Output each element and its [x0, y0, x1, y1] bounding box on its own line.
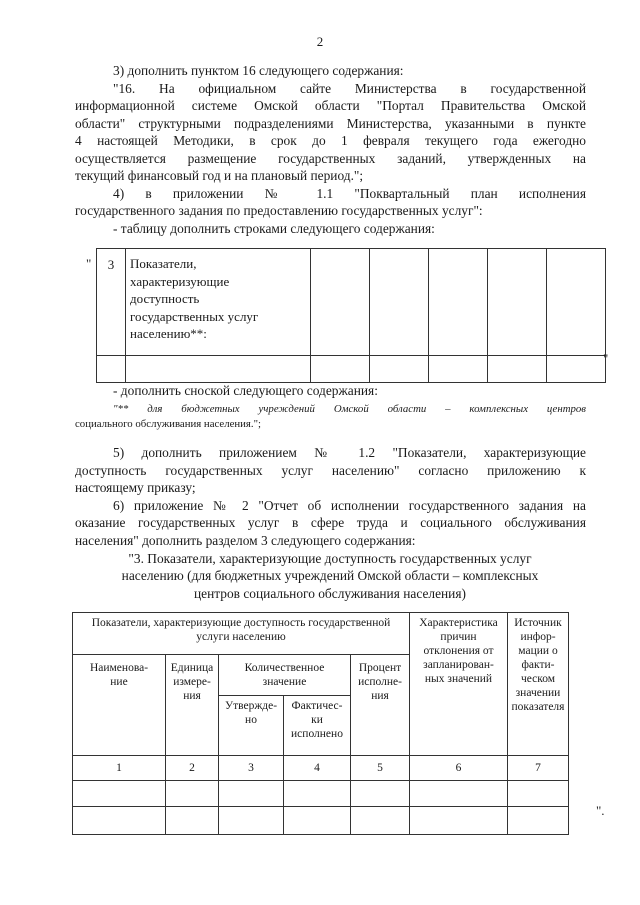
table-cell — [547, 249, 606, 356]
table-accessibility-indicators — [72, 612, 569, 835]
col-header-unit: Единица измере- ния — [166, 655, 219, 756]
table-cell — [311, 356, 370, 383]
table-cell — [166, 807, 219, 835]
table-cell — [370, 249, 429, 356]
col-number: 6 — [410, 756, 508, 781]
table1-row-label: Показатели, характеризующие доступность государственных услуг населению**: — [126, 249, 311, 356]
table-cell — [429, 249, 488, 356]
table-cell — [351, 807, 410, 835]
table-cell — [166, 781, 219, 807]
table2-close-quote: ". — [596, 803, 605, 818]
table-cell — [219, 781, 284, 807]
table-cell — [97, 356, 126, 383]
document-page: 2 3) дополнить пунктом 16 следующего содержания: "16. На официальном сайте Министерства в государственной информационной системе Омской области "Портал Правительства Омской области" структурными подразделениями Министерства, указанными в пункте 4 настоящей Методики, в срок до 1 февраля текущего года ежегодно осуществляется размещение государственных заданий, утвержденных на текущий финансовый год и на плановый период."; 4) в приложении № 1.1 "Поквартальный план исполнения государственного задания по предоставлению государственных услуг": - таблицу дополнить строками следующего содержания: " 3 Показатели, характеризующие доступность государственных услуг населению**: " - дополнить сноской следующего содержания: "** для бюджетных учреждений Омской области – комплексных центров социального обслуживания населения."; 5) дополнить приложением № 1.2 "Показатели, характеризующие доступность государственных услуг населению" согласно приложению к настоящему приказу; 6) приложение № 2 "Отчет об исполнении государственного задания на оказание государственных услуг в сфере труда и социального обслуживания населения" дополнить разделом 3 следующего содержания: "3. Показатели, характеризующие доступность государственных услуг населению (для бюджетных учреждений Омской области – комплексных центров социального обслуживания населения) Показатели, характеризующие доступность государственной услуги населению Характеристика причин отклонения от запланирован- ных значений Источник инфор- мации о факти- ческом значении показателя Наименова- ние Единица измере- ния Количественное значение Процент исполне- ния Утвержде- но Фактичес- ки исполнено 1 2 3 4 5 6 7 ". — [0, 0, 640, 905]
col-header-quantity: Количественное значение — [219, 655, 351, 696]
table-cell — [488, 249, 547, 356]
table-cell — [547, 356, 606, 383]
table-cell — [370, 356, 429, 383]
table-cell — [488, 356, 547, 383]
col-number: 3 — [219, 756, 284, 781]
col-number: 7 — [508, 756, 569, 781]
col-header-percent: Процент исполне- ния — [351, 655, 410, 756]
table-cell — [311, 249, 370, 356]
table-cell — [73, 781, 166, 807]
table-cell — [410, 807, 508, 835]
paragraph-item-3: 3) дополнить пунктом 16 следующего содержания: — [113, 63, 404, 78]
group-header-cell: Показатели, характеризующие доступность государственной услуги населению — [73, 613, 410, 655]
table-cell — [284, 807, 351, 835]
column-numbers-row — [73, 756, 569, 781]
table-cell — [73, 807, 166, 835]
col-header-reasons: Характеристика причин отклонения от запланирован- ных значений — [410, 613, 508, 756]
col-header-source: Источник инфор- мации о факти- ческом значении показателя — [508, 613, 569, 756]
table1-row-number: 3 — [97, 249, 126, 356]
table-cell — [284, 781, 351, 807]
table-cell — [351, 781, 410, 807]
table-cell — [508, 807, 569, 835]
col-number: 1 — [73, 756, 166, 781]
table-cell — [508, 781, 569, 807]
col-number: 2 — [166, 756, 219, 781]
table-cell — [219, 807, 284, 835]
table-row — [73, 781, 569, 807]
table-cell — [126, 356, 311, 383]
table-row — [73, 807, 569, 835]
table1-close-quote: " — [603, 351, 609, 366]
footnote-intro: - дополнить сноской следующего содержания: — [113, 383, 378, 398]
table1-open-quote: " — [86, 256, 92, 271]
col-header-name: Наименова- ние — [73, 655, 166, 756]
table-rows-addition — [96, 248, 609, 383]
table-cell — [410, 781, 508, 807]
col-number: 4 — [284, 756, 351, 781]
table-cell — [429, 356, 488, 383]
col-number: 5 — [351, 756, 410, 781]
col-header-approved: Утвержде- но — [219, 696, 284, 756]
col-header-actual: Фактичес- ки исполнено — [284, 696, 351, 756]
page-number: 2 — [316, 34, 324, 49]
